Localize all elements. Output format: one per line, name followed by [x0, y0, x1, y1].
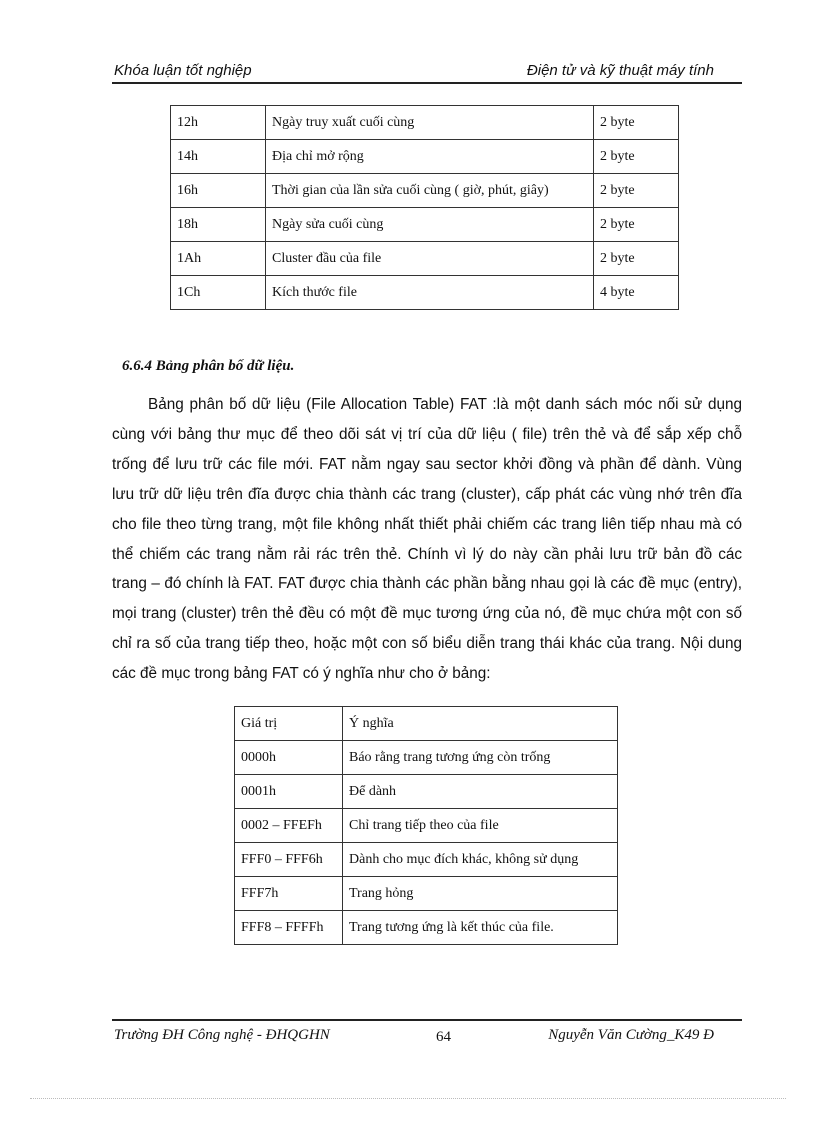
table-row: [171, 174, 679, 208]
table-cell: Để dành: [343, 775, 618, 809]
table-cell: FFF8 – FFFFh: [235, 911, 343, 945]
table-row: [235, 843, 618, 877]
table-cell: Chỉ trang tiếp theo của file: [343, 809, 618, 843]
table-row: [235, 911, 618, 945]
table-cell: Thời gian của lần sửa cuối cùng ( giờ, phút, giây): [266, 174, 594, 208]
table-cell: 4 byte: [594, 276, 679, 310]
table-row: [171, 276, 679, 310]
table-row: [235, 741, 618, 775]
table-cell: Địa chỉ mở rộng: [266, 140, 594, 174]
table-cell: 0001h: [235, 775, 343, 809]
directory-entry-table-body: [171, 106, 679, 310]
table-cell: Ngày truy xuất cuối cùng: [266, 106, 594, 140]
table-cell: 14h: [171, 140, 266, 174]
table-cell: 0000h: [235, 741, 343, 775]
table-row: [171, 106, 679, 140]
directory-entry-table: [170, 105, 679, 310]
table-cell: Cluster đầu của file: [266, 242, 594, 276]
section-heading: 6.6.4 Bảng phân bố dữ liệu.: [122, 358, 295, 374]
table-cell: Trang hỏng: [343, 877, 618, 911]
table-row: [171, 242, 679, 276]
header-right: Điện tử và kỹ thuật máy tính: [526, 62, 714, 79]
table-cell: Ý nghĩa: [343, 707, 618, 741]
table-cell: 12h: [171, 106, 266, 140]
table-cell: 18h: [171, 208, 266, 242]
bottom-dotted-rule: [30, 1098, 786, 1099]
table-cell: 2 byte: [594, 208, 679, 242]
header-left: Khóa luận tốt nghiệp: [114, 62, 252, 79]
table-cell: Ngày sửa cuối cùng: [266, 208, 594, 242]
table-header-row: [235, 707, 618, 741]
table-cell: 1Ch: [171, 276, 266, 310]
footer-right: Nguyễn Văn Cường_K49 Đ: [548, 1027, 714, 1043]
table-cell: Giá trị: [235, 707, 343, 741]
page-header: [112, 60, 742, 84]
paragraph-text: Bảng phân bố dữ liệu (File Allocation Table) FAT :là một danh sách móc nối sử dụng cùng với bảng thư mục để theo dõi sát vị trí của dữ liệu ( file) trên thẻ và để sắp xếp chỗ trống để lưu trữ các file mới. FAT nằm ngay sau sector khởi đồng và phần để dành. Vùng lưu trữ dữ liệu trên đĩa được chia thành các trang (cluster), cấp phát các vùng nhớ trên đĩa cho file theo từng trang, một file không nhất thiết phải chiếm các trang liên tiếp nhau mà có thể chiếm các trang nằm rải rác trên thẻ. Chính vì lý do này cần phải lưu trữ bản đồ các trang – đó chính là FAT. FAT được chia thành các phần bằng nhau gọi là các đề mục (entry), mọi trang (cluster) trên thẻ đều có một đề mục tương ứng của nó, đề mục chứa một con số chỉ ra số của trang tiếp theo, hoặc một con số biểu diễn trang thái khác của trang. Nội dung các đề mục trong bảng FAT có ý nghĩa như cho ở bảng:: [112, 396, 742, 683]
table-cell: 2 byte: [594, 140, 679, 174]
table-cell: 0002 – FFEFh: [235, 809, 343, 843]
table-row: [235, 877, 618, 911]
table-row: [235, 809, 618, 843]
table-cell: 16h: [171, 174, 266, 208]
table-cell: 2 byte: [594, 174, 679, 208]
table-cell: Dành cho mục đích khác, không sử dụng: [343, 843, 618, 877]
table-row: [235, 775, 618, 809]
page-footer: [112, 1019, 742, 1045]
page-number: 64: [436, 1029, 451, 1045]
table-cell: Kích thước file: [266, 276, 594, 310]
table-cell: Báo rằng trang tương ứng còn trống: [343, 741, 618, 775]
fat-entry-table-body: [235, 707, 618, 945]
table-cell: 2 byte: [594, 242, 679, 276]
table-row: [171, 208, 679, 242]
fat-entry-table: [234, 706, 618, 945]
table-cell: FFF7h: [235, 877, 343, 911]
section-paragraph: [112, 390, 742, 689]
table-row: [171, 140, 679, 174]
table-cell: Trang tương ứng là kết thúc của file.: [343, 911, 618, 945]
table-cell: 1Ah: [171, 242, 266, 276]
footer-left: Trường ĐH Công nghệ - ĐHQGHN: [114, 1027, 330, 1043]
table-cell: FFF0 – FFF6h: [235, 843, 343, 877]
table-cell: 2 byte: [594, 106, 679, 140]
